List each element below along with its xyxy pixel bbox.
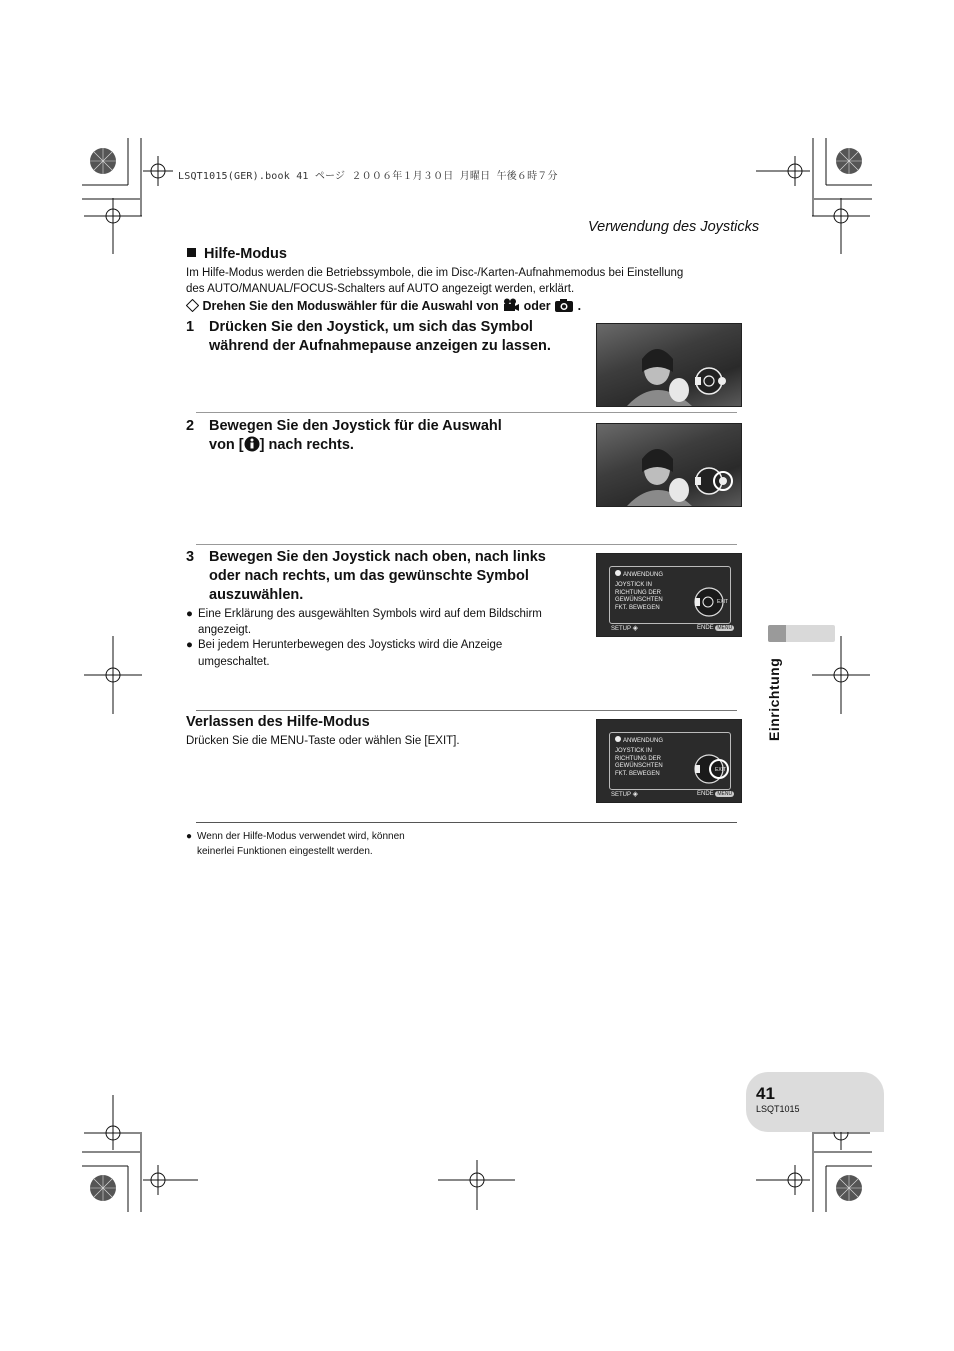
lcd-help-screen-2: ANWENDUNG JOYSTICK IN RICHTUNG DER GEWÜNSCHTEN FKT. BEWEGEN EXIT SETUP ◈ ENDE MENU: [596, 719, 742, 803]
exit-heading: Verlassen des Hilfe-Modus: [186, 714, 370, 730]
step-text: Bewegen Sie den Joystick für die Auswahl: [209, 418, 502, 434]
divider: [196, 412, 737, 413]
step-text: Bewegen Sie den Joystick nach oben, nach links: [209, 549, 546, 565]
square-bullet-icon: [187, 248, 196, 257]
step-text: auszuwählen.: [209, 587, 304, 603]
hilfe-heading: Hilfe-Modus: [187, 246, 287, 262]
info-icon: [244, 436, 260, 452]
page-number: 41: [756, 1084, 775, 1103]
chapter-tab-label: Einrichtung: [766, 657, 782, 741]
divider: [196, 822, 737, 823]
step-1: [186, 318, 596, 358]
photo-scene: [597, 424, 741, 506]
photo-camera-icon: [554, 298, 574, 313]
divider: [196, 710, 737, 711]
step-3: [186, 548, 596, 606]
exit-text: Drücken Sie die MENU-Taste oder wählen Sie [EXIT].: [186, 735, 460, 747]
photo-scene: [597, 324, 741, 406]
bullet-item: ● Eine Erklärung des ausgewählten Symbols wird auf dem Bildschirm angezeigt.: [186, 608, 542, 636]
bullet-icon: ●: [186, 831, 193, 842]
bullet-item: ● Bei jedem Herunterbewegen des Joysticks wird die Anzeige umgeschaltet.: [186, 639, 503, 668]
note: ● Wenn der Hilfe-Modus verwendet wird, können keinerlei Funktionen eingestellt werden.: [186, 831, 405, 857]
diamond-icon: [186, 299, 199, 312]
step-text: Drücken Sie den Joystick, um sich das Symbol: [209, 319, 533, 335]
lcd-help-screen-1: ANWENDUNG JOYSTICK IN RICHTUNG DER GEWÜNSCHTEN FKT. BEWEGEN EXIT SETUP ◈ ENDE MENU: [596, 553, 742, 637]
joystick-exit-icon: [691, 752, 735, 786]
page-code: LSQT1015: [756, 1104, 800, 1114]
hilfe-intro-2: des AUTO/MANUAL/FOCUS-Schalters auf AUTO angezeigt werden, erklärt.: [186, 283, 575, 295]
step-2: [186, 417, 596, 457]
step-number: 3: [186, 549, 195, 565]
step-number: 2: [186, 418, 195, 434]
section-title: Verwendung des Joysticks: [588, 219, 760, 235]
camera-screen-image-2: [596, 423, 742, 507]
camera-screen-image-1: [596, 323, 742, 407]
hilfe-intro-1: Im Hilfe-Modus werden die Betriebssymbole, die im Disc-/Karten-Aufnahmemodus bei Einstellung: [186, 267, 684, 279]
print-info: LSQT1015(GER).book 41 ページ ２００６年１月３０日 月曜日 午後６時７分: [178, 171, 558, 182]
step-number: 1: [186, 319, 195, 335]
lcd-title: ANWENDUNG: [623, 572, 663, 578]
chapter-tab-marker: [768, 625, 835, 642]
step-text: während der Aufnahmepause anzeigen zu lassen.: [209, 338, 551, 354]
video-camera-icon: [502, 298, 520, 312]
step-text: von [ ] nach rechts.: [209, 437, 354, 453]
info-icon: [615, 570, 621, 576]
lcd-title: ANWENDUNG: [623, 738, 663, 744]
divider: [196, 544, 737, 545]
info-icon: [615, 736, 621, 742]
bullet-icon: ●: [186, 608, 193, 620]
step-text: oder nach rechts, um das gewünschte Symbol: [209, 568, 529, 584]
dial-instruction: Drehen Sie den Moduswähler für die Auswahl von oder .: [186, 297, 581, 315]
bullet-icon: ●: [186, 639, 193, 651]
